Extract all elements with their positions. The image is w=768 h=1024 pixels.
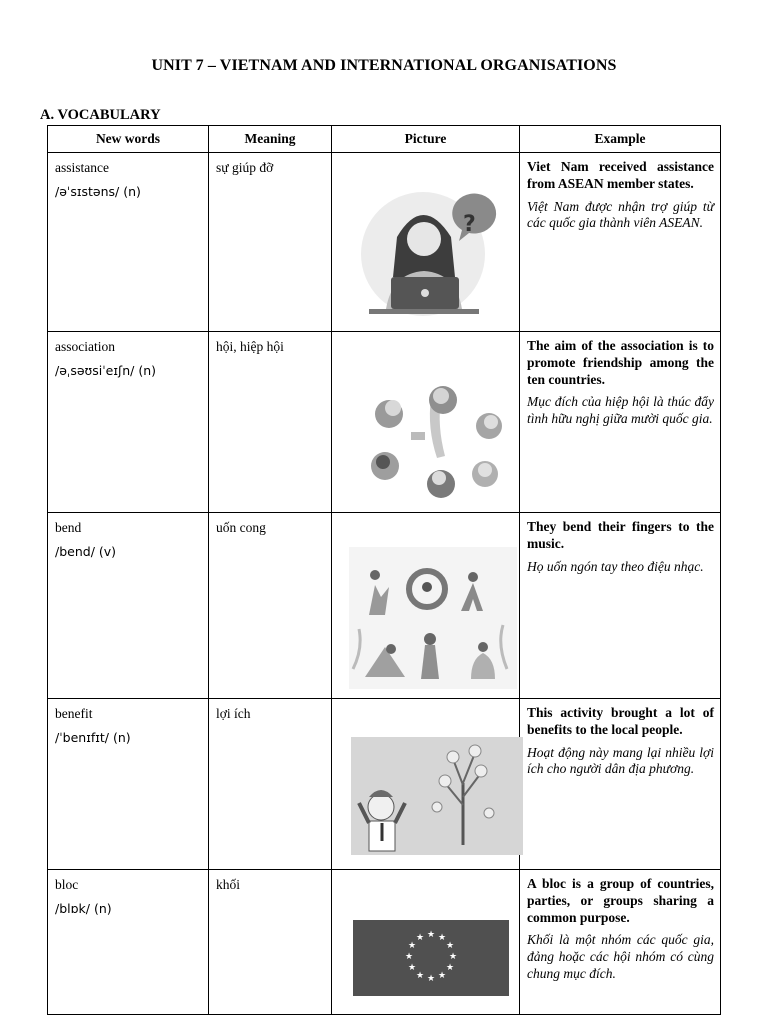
yoga-poses-picture <box>339 519 527 694</box>
svg-text:★: ★ <box>426 930 436 940</box>
table-header-row <box>48 126 721 153</box>
table-row <box>48 513 721 699</box>
svg-text:★: ★ <box>437 971 447 981</box>
svg-text:★: ★ <box>445 941 455 951</box>
word-cell <box>48 699 209 870</box>
example-cell <box>520 870 721 1015</box>
meaning: lợi ích <box>216 706 251 721</box>
svg-text:★: ★ <box>407 963 417 973</box>
example-vietnamese: Khối là một nhóm các quốc gia, đảng hoặc các hội nhóm có cùng chung mục đích. <box>527 932 714 981</box>
header-meaning: Meaning <box>209 126 332 153</box>
word: benefit <box>55 706 93 721</box>
svg-text:★: ★ <box>426 974 436 984</box>
picture-cell <box>332 513 520 699</box>
example-english: A bloc is a group of countries, parties, or groups sharing a common purpose. <box>527 876 714 925</box>
word: bloc <box>55 877 79 892</box>
people-around-table-picture <box>339 338 527 508</box>
svg-text:★: ★ <box>404 952 414 962</box>
meaning: uốn cong <box>216 520 266 535</box>
example-english: Viet Nam received assistance from ASEAN member states. <box>527 159 714 191</box>
svg-text:★: ★ <box>445 963 455 973</box>
word-cell <box>48 332 209 513</box>
word: assistance <box>55 160 109 175</box>
pronunciation: /bend/ (v) <box>55 544 117 559</box>
example-vietnamese: Mục đích của hiệp hội là thúc đẩy tình hữu nghị giữa mười quốc gia. <box>527 394 714 427</box>
header-picture: Picture <box>332 126 520 153</box>
pronunciation: /əˌsəʊsiˈeɪʃn/ (n) <box>55 363 157 378</box>
word-cell <box>48 513 209 699</box>
word-cell <box>48 153 209 332</box>
example-cell <box>520 699 721 870</box>
word: association <box>55 339 115 354</box>
example-english: This activity brought a lot of benefits to the local people. <box>527 705 714 737</box>
example-cell <box>520 153 721 332</box>
word: bend <box>55 520 82 535</box>
person-with-question-bubble-picture <box>339 159 527 327</box>
table-row <box>48 699 721 870</box>
pronunciation: /əˈsɪstəns/ (n) <box>55 184 141 199</box>
meaning: hội, hiệp hội <box>216 339 284 354</box>
page-title: UNIT 7 – VIETNAM AND INTERNATIONAL ORGANISATIONS <box>151 57 617 74</box>
eu-flag-picture <box>339 876 527 1010</box>
section-heading: A. VOCABULARY <box>40 107 161 123</box>
word-cell <box>48 870 209 1015</box>
example-english: They bend their fingers to the music. <box>527 519 714 551</box>
pronunciation: /ˈbenɪfɪt/ (n) <box>55 730 131 745</box>
header-new-words: New words <box>48 126 209 153</box>
example-vietnamese: Họ uốn ngón tay theo điệu nhạc. <box>527 558 704 574</box>
table-row <box>48 153 721 332</box>
example-cell <box>520 332 721 513</box>
vocabulary-table <box>47 125 721 1015</box>
svg-text:★: ★ <box>448 952 458 962</box>
picture-cell <box>332 699 520 870</box>
meaning-cell <box>209 332 332 513</box>
picture-cell <box>332 153 520 332</box>
example-vietnamese: Việt Nam được nhận trợ giúp từ các quốc gia thành viên ASEAN. <box>527 198 714 231</box>
picture-cell <box>332 870 520 1015</box>
table-row <box>48 332 721 513</box>
pronunciation: /blɒk/ (n) <box>55 901 112 916</box>
svg-text:★: ★ <box>415 971 425 981</box>
svg-text:★: ★ <box>437 933 447 943</box>
meaning-cell <box>209 699 332 870</box>
meaning: khối <box>216 877 241 892</box>
meaning-cell <box>209 153 332 332</box>
money-tree-picture <box>339 705 527 865</box>
svg-text:★: ★ <box>415 933 425 943</box>
meaning-cell <box>209 870 332 1015</box>
meaning-cell <box>209 513 332 699</box>
meaning: sự giúp đỡ <box>216 160 274 175</box>
table-row <box>48 870 721 1015</box>
example-vietnamese: Hoạt động này mang lại nhiều lợi ích cho người dân địa phương. <box>527 744 714 777</box>
svg-text:★: ★ <box>407 941 417 951</box>
example-english: The aim of the association is to promote friendship among the ten countries. <box>527 338 714 387</box>
picture-cell <box>332 332 520 513</box>
header-example: Example <box>520 126 721 153</box>
svg-text:?: ? <box>463 212 476 237</box>
example-cell <box>520 513 721 699</box>
